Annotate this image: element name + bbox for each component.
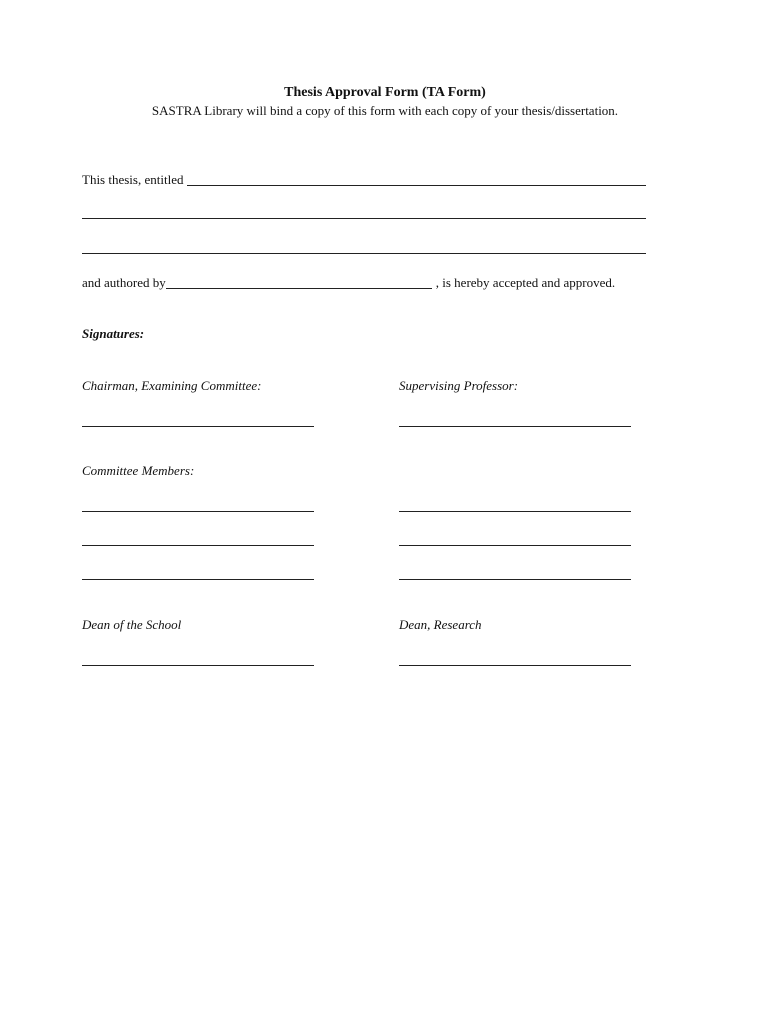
author-line[interactable] — [166, 275, 432, 289]
committee-signature-line[interactable] — [399, 511, 631, 512]
chairman-label: Chairman, Examining Committee: — [82, 378, 262, 393]
thesis-title-row — [82, 171, 646, 189]
committee-signature-line[interactable] — [82, 511, 314, 512]
committee-signature-line[interactable] — [399, 545, 631, 546]
dean-research-label: Dean, Research — [399, 617, 482, 632]
author-label: and authored by — [82, 275, 166, 290]
committee-signature-line[interactable] — [399, 579, 631, 580]
supervisor-signature-line[interactable] — [399, 426, 631, 427]
thesis-title-label: This thesis, entitled — [82, 172, 184, 187]
supervisor-label: Supervising Professor: — [399, 378, 519, 393]
dean-research-signature-line[interactable] — [399, 665, 631, 666]
form-subtitle: SASTRA Library will bind a copy of this form with each copy of your thesis/dissertation. — [151, 103, 619, 118]
form-title: Thesis Approval Form (TA Form) — [284, 85, 486, 100]
chairman-signature-line[interactable] — [82, 426, 314, 427]
committee-signature-line[interactable] — [82, 545, 314, 546]
dean-school-signature-line[interactable] — [82, 665, 314, 666]
thesis-title-line-1[interactable] — [187, 172, 646, 186]
dean-school-label: Dean of the School — [82, 617, 182, 632]
accepted-text: , is hereby accepted and approved. — [435, 275, 616, 290]
author-row — [82, 274, 646, 292]
committee-signature-line[interactable] — [82, 579, 314, 580]
committee-label: Committee Members: — [82, 463, 195, 478]
signatures-heading: Signatures: — [82, 326, 145, 341]
thesis-title-line-2[interactable] — [82, 218, 646, 219]
thesis-title-line-3[interactable] — [82, 253, 646, 254]
